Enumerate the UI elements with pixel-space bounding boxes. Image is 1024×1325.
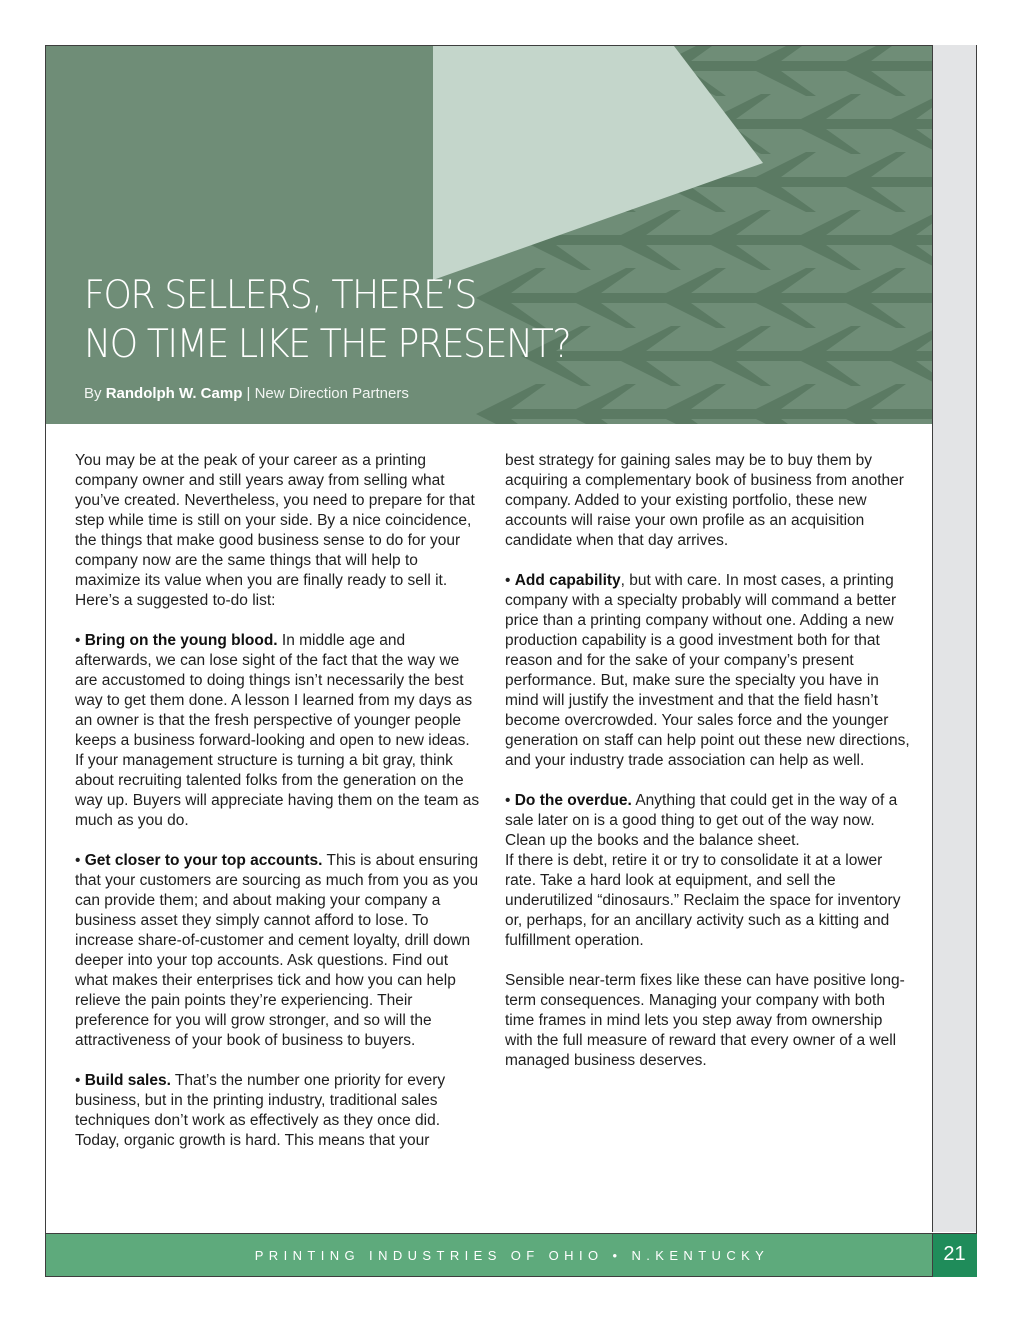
bullet: • (505, 572, 515, 589)
build-sales-continued: best strategy for gaining sales may be to buy them by acquiring a complementary book of business from another company. Added to your existing portfolio, these new accounts will raise your own profile as an acquisition candidate when that day arrives. (505, 452, 904, 549)
title-line-1: FOR SELLERS, THERE’S (84, 273, 476, 318)
chevron-arrow-icon (566, 384, 681, 424)
author-affiliation: New Direction Partners (254, 385, 409, 402)
item-text: In middle age and afterwards, we can lose sight of the fact that the way we are accustomed to doing things isn’t necessarily the best way to get them done. A lesson I learned from my days as an owner is that the fresh perspective of younger people keeps a business forward-looking and open to new ideas. If your management structure is turning a bit gray, think about recruiting talented folks from the generation on the way up. Buyers will appreciate having them on the team as much as you do. (75, 632, 480, 829)
bullet: • (505, 792, 515, 809)
item-heading: Get closer to your top accounts. (84, 852, 323, 869)
item-heading: Add capability (514, 572, 621, 589)
chevron-arrow-icon (746, 46, 861, 96)
right-column (505, 451, 910, 1091)
byline-separator: | (242, 385, 255, 402)
chevron-arrow-icon (881, 94, 932, 154)
page-number: 21 (943, 1243, 966, 1265)
left-column (75, 451, 480, 1171)
item-top-accounts (75, 851, 480, 1051)
chevron-arrow-icon (836, 152, 932, 212)
item-text: That’s the number one priority for every business, but in the printing industry, traditional sales techniques don’t work as effectively as they once did. Today, organic growth is hard. This means that your (75, 1072, 446, 1149)
item-build-sales (75, 1071, 480, 1151)
chevron-arrow-icon (836, 384, 932, 424)
side-strip (932, 45, 976, 1232)
intro-paragraph: You may be at the peak of your career as a printing company owner and still years away from selling what you’ve created. Nevertheless, you need to prepare for that step while time is still on your side. By a nice coincidence, the things that make good business sense to do for your company now are the same things that will help to maximize its value when you are finally ready to sell it. Here’s a suggested to-do list: (75, 452, 475, 609)
author-name: Randolph W. Camp (105, 385, 243, 402)
byline (84, 385, 409, 402)
title-line-2: NO TIME LIKE THE PRESENT? (84, 322, 571, 367)
article-title (84, 271, 570, 369)
chevron-arrow-icon (836, 268, 932, 328)
item-heading: Build sales. (84, 1072, 171, 1089)
bullet: • (75, 632, 85, 649)
item-young-blood (75, 631, 480, 831)
chevron-arrow-icon (836, 46, 932, 96)
byline-prefix: By (84, 385, 106, 402)
bullet: • (75, 852, 85, 869)
item-add-capability (505, 571, 910, 771)
item-heading: Bring on the young blood. (84, 632, 278, 649)
publication-name: PRINTING INDUSTRIES OF OHIO • N.KENTUCKY (254, 1248, 770, 1263)
item-do-the-overdue (505, 791, 910, 951)
item-heading: Do the overdue. (514, 792, 632, 809)
closing-paragraph: Sensible near-term fixes like these can have positive long-term consequences. Managing your company with both time frames in mind lets you step away from ownership with the full measure of reward that every owner of a well managed business deserves. (505, 972, 905, 1069)
item-text-continued: If there is debt, retire it or try to consolidate it at a lower rate. Take a hard look at equipment, and sell the underutilized “dinosaurs.” Reclaim the space for inventory or, perhaps, for an ancillary activity such as a kitting and fulfillment operation. (505, 852, 901, 949)
item-text: Anything that could get in the way of a sale later on is a good thing to get out of the way now. Clean up the books and the balance sheet. (505, 792, 898, 849)
chevron-arrow-icon (881, 210, 932, 270)
item-text: This is about ensuring that your customers are sourcing as much from you as you can provide them; and about making your company a business asset they simply cannot afford to lose. To increase share-of-customer and cement loyalty, drill down deeper into your top accounts. Ask questions. Find out what makes their enterprises tick and how you can help relieve the pain points they’re experiencing. Their preference for you will grow stronger, and so will the attractiveness of your book of business to buyers. (75, 852, 479, 1049)
chevron-arrow-icon (476, 384, 591, 424)
chevron-arrow-icon (746, 384, 861, 424)
bullet: • (75, 1072, 85, 1089)
chevron-arrow-icon (656, 384, 771, 424)
chevron-arrow-icon (881, 326, 932, 386)
item-text: , but with care. In most cases, a printing company with a specialty probably will command a better price than a printing company without one. Adding a new production capability is a good investment both for that reason and for the sake of your company’s present performance. But, make sure the specialty you have in mind will justify the investment and that the field hasn’t become overcrowded. Your sales force and the younger generation on staff can help point out these new directions, and your industry trade association can help as well. (505, 572, 910, 769)
